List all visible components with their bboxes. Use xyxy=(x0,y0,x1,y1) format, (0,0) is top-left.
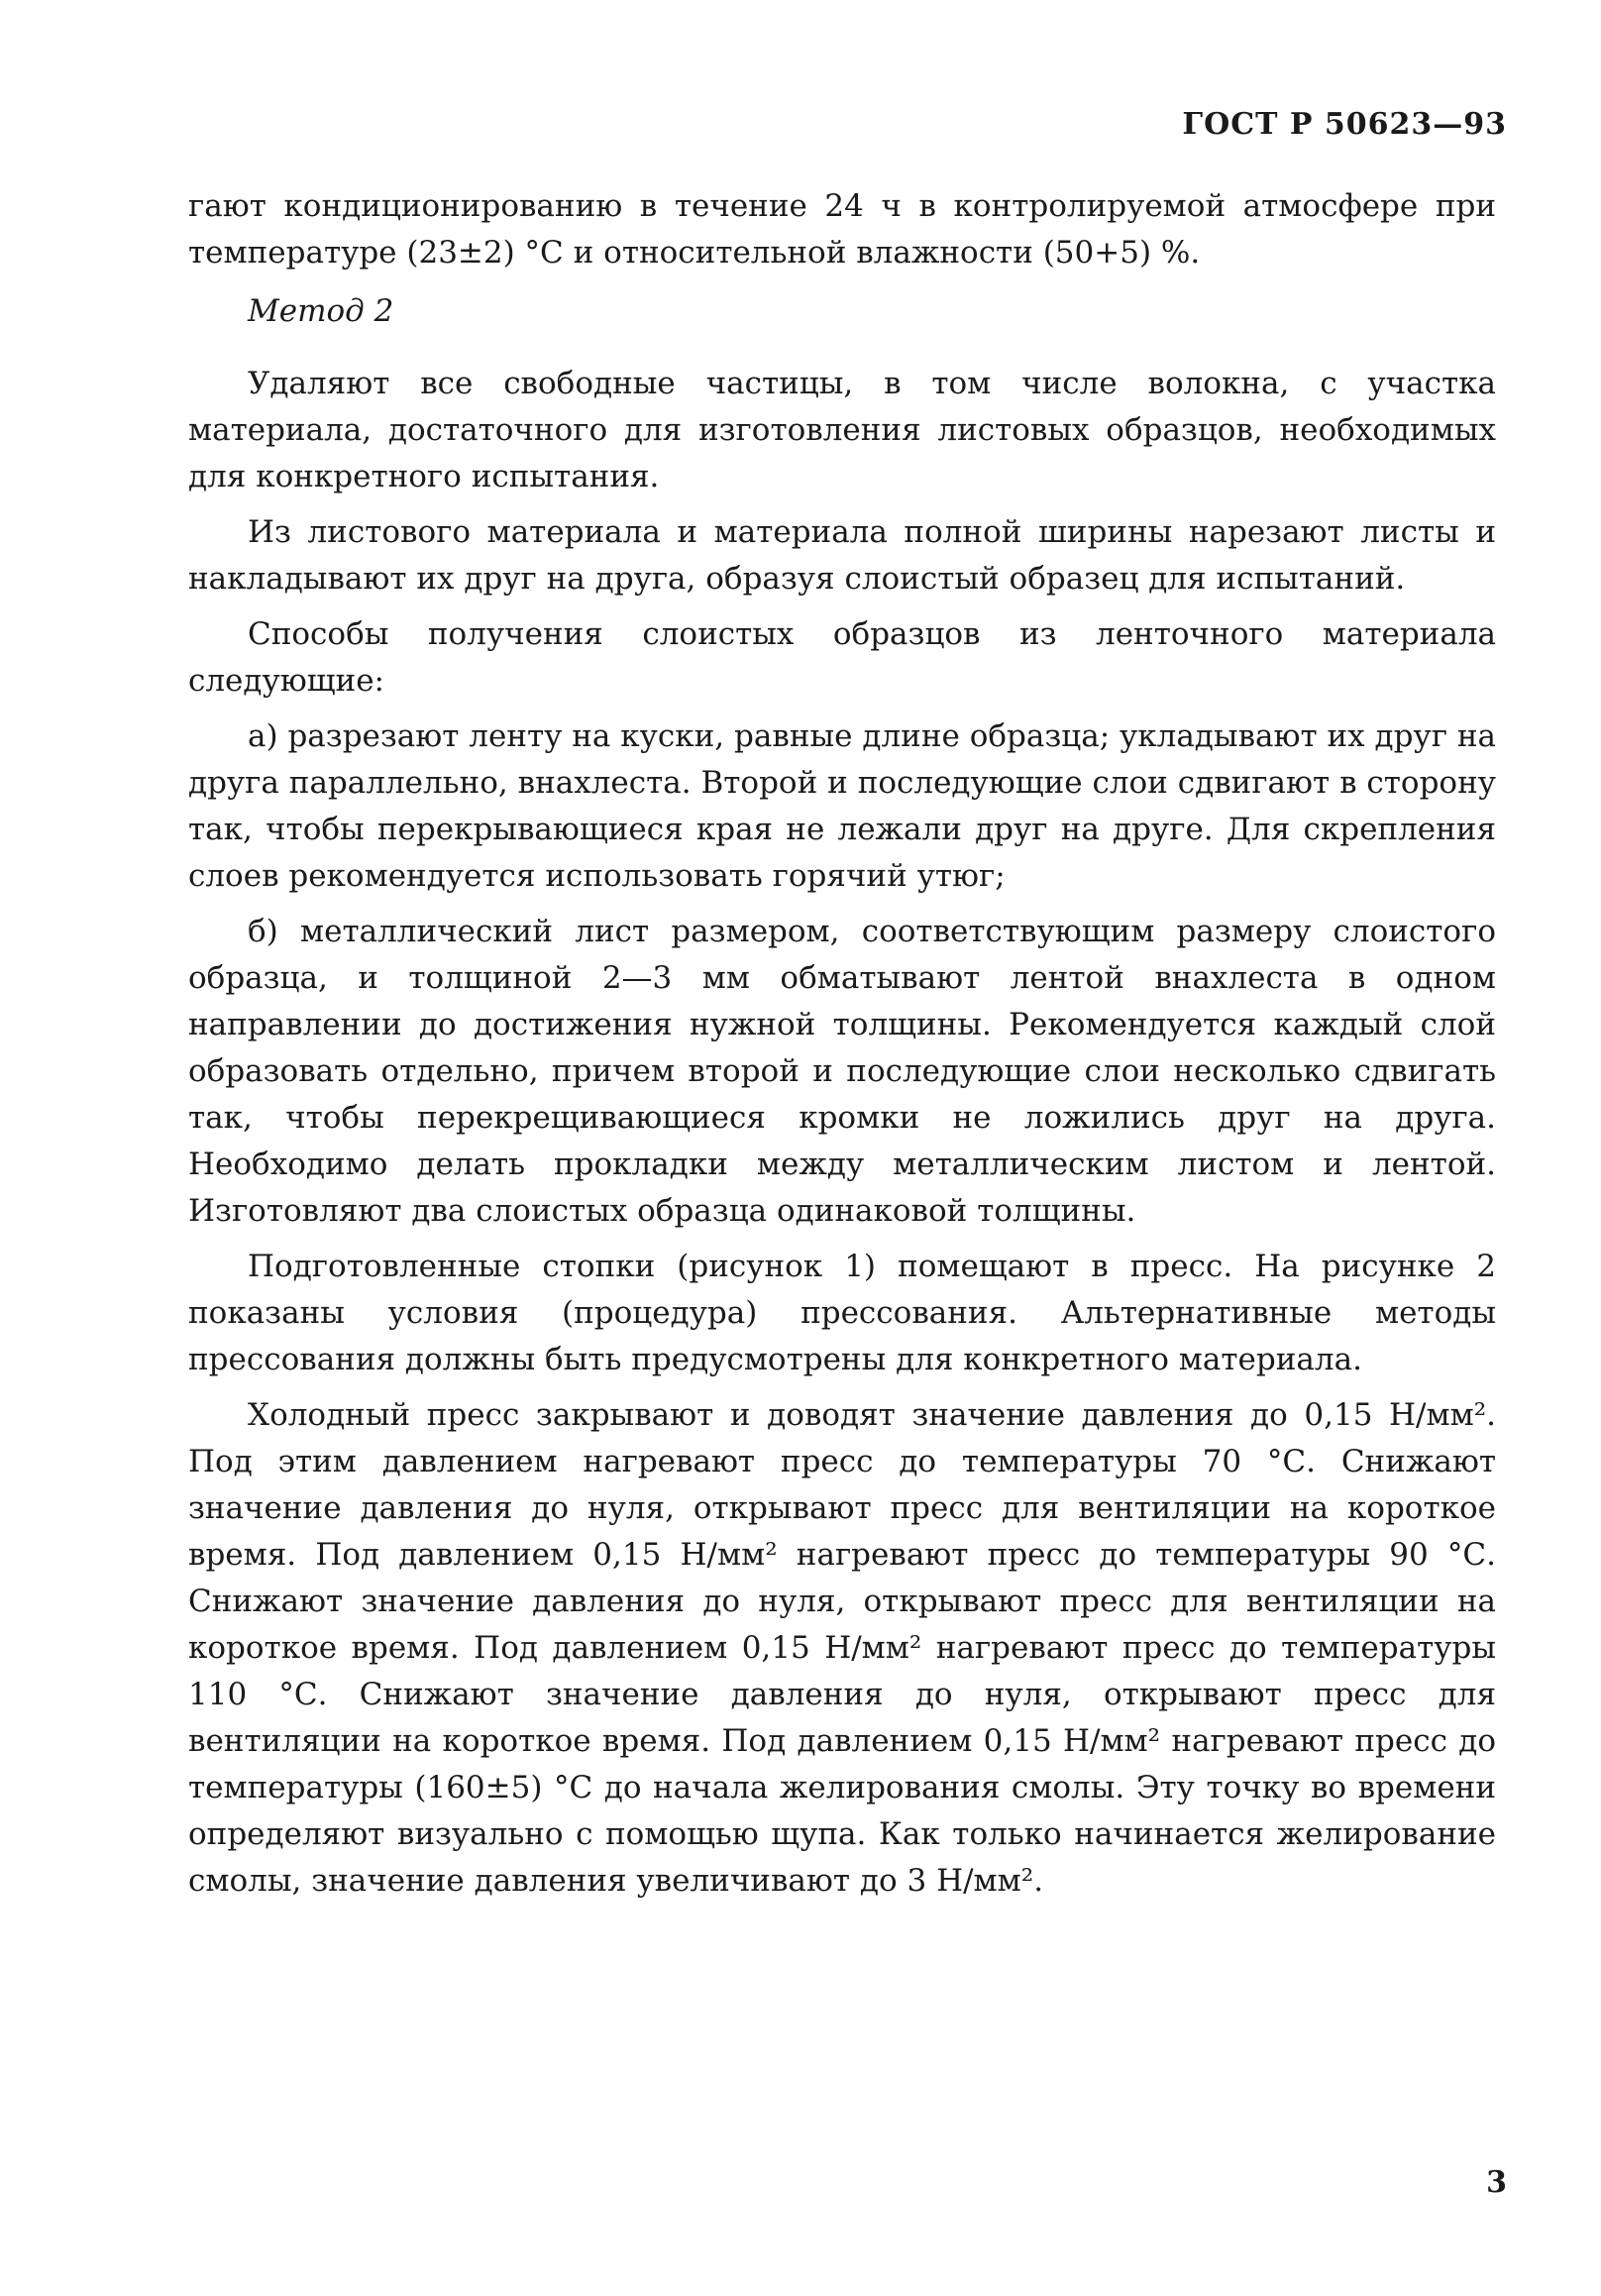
paragraph-conditioning: гают кондиционированию в течение 24 ч в контролируемой атмосфере при температуре (23±2) °С и относительной влажности (50+5) %. xyxy=(188,188,1496,271)
paragraph-press-setup: Подготовленные стопки (рисунок 1) помещают в пресс. На рисунке 2 показаны условия (процедура) прессования. Альтернативные методы прессования должны быть предусмотрены для конкретного материала. xyxy=(188,1249,1496,1377)
paragraph-sheet-cutting: Из листового материала и материала полной ширины нарезают листы и накладывают их друг на друга, образуя слоистый образец для испытаний. xyxy=(188,514,1496,597)
paragraph-tape-methods-intro: Способы получения слоистых образцов из ленточного материала следующие: xyxy=(188,616,1496,699)
paragraph-method-a: а) разрезают ленту на куски, равные длине образца; укладывают их друг на друга параллельно, внахлеста. Второй и последующие слои сдвигают в сторону так, чтобы перекрывающиеся края не лежали друг на друге. Для скрепления слоев рекомендуется использовать горячий утюг; xyxy=(188,718,1496,894)
paragraph-remove-particles: Удаляют все свободные частицы, в том числе волокна, с участка материала, достаточного для изготовления листовых образцов, необходимых для конкретного испытания. xyxy=(188,366,1496,494)
method-heading: Метод 2 xyxy=(248,293,394,329)
body-text xyxy=(188,183,1496,1913)
paragraph-method-b: б) металлический лист размером, соответствующим размеру слоистого образца, и толщиной 2—3 мм обматывают лентой внахлеста в одном направлении до достижения нужной толщины. Рекомендуется каждый слой образовать отдельно, причем второй и последующие слои несколько сдвигать так, чтобы перекрещивающиеся кромки не ложились друг на друга. Необходимо делать прокладки между металлическим листом и лентой. Изготовляют два слоистых образца одинаковой толщины. xyxy=(188,914,1496,1229)
standard-header: ГОСТ Р 50623—93 xyxy=(1182,107,1507,142)
paragraph-press-procedure: Холодный пресс закрывают и доводят значение давления до 0,15 Н/мм². Под этим давлением нагревают пресс до температуры 70 °С. Снижают значение давления до нуля, открывают пресс для вентиляции на короткое время. Под давлением 0,15 Н/мм² нагревают пресс до температуры 90 °С. Снижают значение давления до нуля, открывают пресс для вентиляции на короткое время. Под давлением 0,15 Н/мм² нагревают пресс до температуры 110 °С. Снижают значение давления до нуля, открывают пресс для вентиляции на короткое время. Под давлением 0,15 Н/мм² нагревают пресс до температуры (160±5) °С до начала желирования смолы. Эту точку во времени определяют визуально с помощью щупа. Как только начинается желирование смолы, значение давления увеличивают до 3 Н/мм². xyxy=(188,1397,1496,1899)
page-number: 3 xyxy=(1486,2165,1507,2200)
